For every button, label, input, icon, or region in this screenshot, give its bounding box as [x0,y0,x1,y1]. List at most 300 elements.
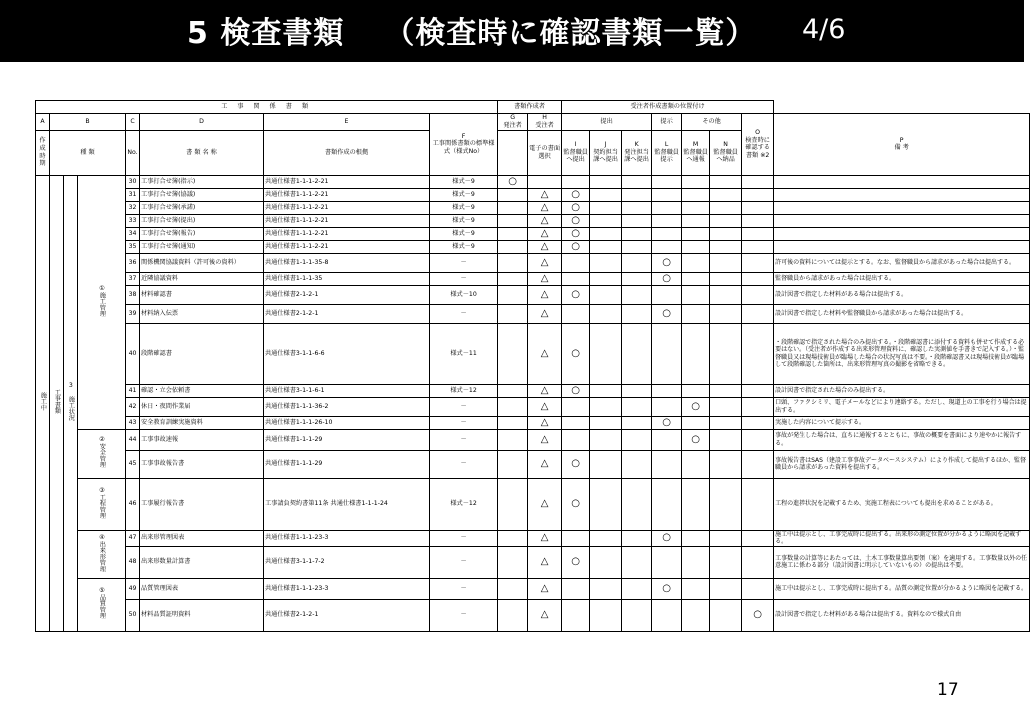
submit-contract-mark [590,599,622,631]
submit-order-mark [622,384,652,397]
col-letter-b: B [50,114,126,131]
standard-form: 様式－11 [430,323,498,384]
standard-form: － [430,429,498,450]
contractor-mark: △ [528,201,562,214]
col-letter-d: D [140,114,264,131]
standard-form: 様式－10 [430,285,498,304]
remark: 設計図書で指定した材料がある場合は提出する。 [774,285,1030,304]
submit-supervisor-mark [562,175,590,188]
deliver-mark [710,599,742,631]
submit-order-mark [622,175,652,188]
present-mark [652,546,682,578]
present-mark: ○ [652,530,682,546]
row-no: 37 [126,272,140,285]
category-label: 工事書類 [53,389,61,415]
orderer-mark [498,214,528,227]
phase-label: 施工中 [39,392,47,411]
notify-mark [682,530,710,546]
present-mark [652,599,682,631]
document-basis: 共通仕様書2-1-2-1 [264,304,430,323]
col-d-label: 書 類 名 称 [140,130,264,175]
present-mark: ○ [652,304,682,323]
row-no: 48 [126,546,140,578]
submit-order-mark [622,599,652,631]
inspection-mark [742,429,774,450]
standard-form: － [430,578,498,599]
table-row [36,214,1030,227]
submit-order-mark [622,227,652,240]
submit-contract-mark [590,429,622,450]
deliver-mark [710,272,742,285]
document-name: 段階確認書 [140,323,264,384]
standard-form: 様式－9 [430,175,498,188]
inspection-mark [742,578,774,599]
page-header [0,0,1024,62]
contractor-mark: △ [528,272,562,285]
standard-form: 様式－9 [430,214,498,227]
remark: 工事数量の計算等にあたっては、土木工事数量算出要領（案）を適用する。工事数量以外の任意施工に係わる部分（設計図書に明示していないもの）の提出は不要。 [774,546,1030,578]
document-basis: 共通仕様書1-1-1-2-21 [264,240,430,253]
remark [774,227,1030,240]
page-title: 5 検査書類 （検査時に確認書類一覧） [187,16,757,51]
table-row [36,397,1030,416]
col-letter-c: C [126,114,140,131]
submit-order-mark [622,272,652,285]
row-no: 33 [126,214,140,227]
submit-header: 提出 [562,114,652,131]
notify-mark [682,175,710,188]
standard-form: 様式－12 [430,384,498,397]
contractor-mark: △ [528,450,562,478]
standard-form: 様式－9 [430,201,498,214]
document-basis: 共通仕様書1-1-1-23-3 [264,578,430,599]
submit-contract-mark [590,546,622,578]
row-no: 47 [126,530,140,546]
inspection-mark [742,546,774,578]
document-basis: 共通仕様書1-1-1-29 [264,450,430,478]
orderer-mark [498,227,528,240]
document-name: 材料確認書 [140,285,264,304]
submit-order-mark [622,478,652,530]
submit-supervisor-mark: ○ [562,227,590,240]
submit-contract-mark [590,227,622,240]
col-f-header: F 工事関係書類の標準様式（様式No） [430,114,498,176]
table-row [36,450,1030,478]
document-basis: 共通仕様書1-1-1-2-21 [264,175,430,188]
management-group-label: ①施工管理 [98,284,106,317]
table-row [36,478,1030,530]
row-no: 39 [126,304,140,323]
orderer-mark [498,416,528,429]
orderer-mark [498,384,528,397]
deliver-mark [710,546,742,578]
inspection-mark [742,450,774,478]
col-e-label: 書類作成の根拠 [264,130,430,175]
management-group-cell [78,530,126,578]
col-g-label [498,130,528,175]
submit-order-mark [622,285,652,304]
orderer-mark [498,323,528,384]
row-no: 34 [126,227,140,240]
submit-order-mark [622,450,652,478]
standard-form: 様式－9 [430,227,498,240]
phase-cell [36,175,50,631]
table-row [36,272,1030,285]
submit-contract-mark [590,384,622,397]
notify-mark: ○ [682,397,710,416]
document-name: 工事打合せ簿(協議) [140,188,264,201]
document-name: 関係機関協議資料（許可後の資料） [140,253,264,272]
remark [774,201,1030,214]
present-mark [652,214,682,227]
contractor-mark: △ [528,478,562,530]
row-no: 30 [126,175,140,188]
row-no: 38 [126,285,140,304]
submit-supervisor-mark [562,397,590,416]
deliver-mark [710,304,742,323]
orderer-mark [498,478,528,530]
submit-order-mark [622,188,652,201]
submit-contract-mark [590,450,622,478]
col-l-label: L 監督職員提示 [652,130,682,175]
col-i-label: I 監督職員へ提出 [562,130,590,175]
management-group-label: ④出来形管理 [98,533,106,572]
present-mark [652,227,682,240]
deliver-mark [710,416,742,429]
submit-contract-mark [590,175,622,188]
notify-mark [682,323,710,384]
submit-contract-mark [590,214,622,227]
document-name: 休日・夜間作業届 [140,397,264,416]
submit-supervisor-mark: ○ [562,285,590,304]
inspection-mark [742,201,774,214]
contractor-mark: △ [528,240,562,253]
present-mark [652,397,682,416]
col-a-label: 作成時期 [36,130,50,175]
col-k-label: K 発注担当課へ提出 [622,130,652,175]
orderer-mark [498,201,528,214]
standard-form: － [430,304,498,323]
row-no: 35 [126,240,140,253]
orderer-mark [498,546,528,578]
contractor-mark: △ [528,429,562,450]
deliver-mark [710,397,742,416]
notify-mark [682,201,710,214]
notify-mark [682,450,710,478]
standard-form: － [430,397,498,416]
document-name: 工事履行報告書 [140,478,264,530]
submit-supervisor-mark [562,272,590,285]
document-name: 工事打合せ簿(承諾) [140,201,264,214]
row-no: 41 [126,384,140,397]
remark: 監督職員から請求があった場合は提出する。 [774,272,1030,285]
management-group-cell [78,478,126,530]
submit-supervisor-mark: ○ [562,478,590,530]
standard-form: － [430,450,498,478]
page-indicator: 4/6 [802,14,846,45]
contractor-mark: △ [528,214,562,227]
submit-supervisor-mark [562,599,590,631]
orderer-mark [498,304,528,323]
deliver-mark [710,578,742,599]
table-row [36,530,1030,546]
document-name: 安全教育訓練実施資料 [140,416,264,429]
row-no: 46 [126,478,140,530]
table-row [36,384,1030,397]
document-basis: 共通仕様書1-1-1-36-2 [264,397,430,416]
col-n-label: N 監督職員へ納品 [710,130,742,175]
orderer-mark [498,530,528,546]
submit-contract-mark [590,530,622,546]
present-mark: ○ [652,272,682,285]
document-name: 材料品質証明資料 [140,599,264,631]
orderer-mark [498,578,528,599]
standard-form: － [430,546,498,578]
notify-mark [682,285,710,304]
table-row [36,201,1030,214]
submit-supervisor-mark: ○ [562,214,590,227]
submit-contract-mark [590,478,622,530]
document-name: 出来形管理図表 [140,530,264,546]
document-name: 工事事故報告書 [140,450,264,478]
deliver-mark [710,478,742,530]
submit-contract-mark [590,397,622,416]
row-no: 49 [126,578,140,599]
contractor-mark: △ [528,188,562,201]
submit-supervisor-mark: ○ [562,240,590,253]
table-row [36,285,1030,304]
notify-mark [682,304,710,323]
document-basis: 共通仕様書1-1-1-35-8 [264,253,430,272]
document-name: 近隣協議資料 [140,272,264,285]
remark: 事故報告書はSAS（建設工事事故データベースシステム）により作成して提出するほか、監督職員から請求があった資料を提出する。 [774,450,1030,478]
document-name: 材料納入伝票 [140,304,264,323]
deliver-mark [710,285,742,304]
submit-order-mark [622,214,652,227]
remark: 施工中は提示とし、工事完成時に提出する。品質の測定位置が分かるように略図を記載する。 [774,578,1030,599]
submit-supervisor-mark: ○ [562,450,590,478]
deliver-mark [710,429,742,450]
table-row [36,175,1030,188]
standard-form: － [430,272,498,285]
col-letter-e: E [264,114,430,131]
inspection-mark [742,304,774,323]
document-basis: 共通仕様書1-1-1-2-21 [264,201,430,214]
document-name: 工事打合せ簿(報告) [140,227,264,240]
remark: 設計図書で指定した材料や監督職員から請求があった場合は提出する。 [774,304,1030,323]
notify-mark [682,272,710,285]
document-basis: 共通仕様書2-1-2-1 [264,285,430,304]
contractor-mark: △ [528,304,562,323]
table-row [36,227,1030,240]
submit-supervisor-mark: ○ [562,384,590,397]
remark: 事故が発生した場合は、直ちに通報するとともに、事故の概要を書面により速やかに報告する。 [774,429,1030,450]
document-basis: 共通仕様書1-1-1-26-10 [264,416,430,429]
notify-mark [682,546,710,578]
standard-form: － [430,253,498,272]
notify-mark: ○ [682,429,710,450]
submit-order-mark [622,253,652,272]
row-no: 50 [126,599,140,631]
document-basis: 共通仕様書1-1-1-35 [264,272,430,285]
present-mark: ○ [652,253,682,272]
present-mark [652,384,682,397]
orderer-mark [498,397,528,416]
present-mark [652,285,682,304]
notify-mark [682,253,710,272]
document-name: 工事事故速報 [140,429,264,450]
orderer-mark [498,240,528,253]
subcategory-label: 3 施工状況 [67,382,75,422]
other-header: その他 [682,114,742,131]
col-o-header: O 検査時に確認する書類 ※2 [742,114,774,176]
col-b-label: 種 類 [50,130,126,175]
deliver-mark [710,323,742,384]
remark: 設計図書で指定された場合のみ提出する。 [774,384,1030,397]
notify-mark [682,599,710,631]
inspection-mark [742,227,774,240]
inspection-mark [742,272,774,285]
table-row [36,188,1030,201]
contractor-mark: △ [528,384,562,397]
submit-supervisor-mark [562,578,590,599]
inspection-mark [742,530,774,546]
present-mark [652,429,682,450]
col-c-label: No. [126,130,140,175]
document-basis: 共通仕様書3-1-1-7-2 [264,546,430,578]
table-row [36,599,1030,631]
submit-supervisor-mark [562,530,590,546]
page-number: 17 [937,680,959,700]
table-row [36,304,1030,323]
standard-form: － [430,530,498,546]
notify-mark [682,227,710,240]
document-basis: 共通仕様書1-1-1-2-21 [264,188,430,201]
deliver-mark [710,530,742,546]
document-basis: 共通仕様書1-1-1-29 [264,429,430,450]
contractor-mark [528,175,562,188]
inspection-mark [742,240,774,253]
submit-contract-mark [590,578,622,599]
col-p-header: P 備 考 [774,114,1030,176]
submit-supervisor-mark [562,429,590,450]
orderer-mark [498,188,528,201]
inspection-mark [742,214,774,227]
document-name: 出来形数量計算書 [140,546,264,578]
standard-form: 様式－12 [430,478,498,530]
inspection-mark [742,416,774,429]
remark: 実施した内容について提示する。 [774,416,1030,429]
standard-form: 様式－9 [430,188,498,201]
management-group-cell [78,175,126,429]
contractor-mark: △ [528,227,562,240]
submit-order-mark [622,530,652,546]
remark [774,214,1030,227]
submit-order-mark [622,416,652,429]
document-name: 品質管理図表 [140,578,264,599]
inspection-mark [742,188,774,201]
inspection-mark [742,478,774,530]
submit-supervisor-mark: ○ [562,188,590,201]
notify-mark [682,416,710,429]
document-name: 工事打合せ簿(提出) [140,214,264,227]
row-no: 31 [126,188,140,201]
orderer-mark [498,285,528,304]
present-mark [652,188,682,201]
deliver-mark [710,188,742,201]
deliver-mark [710,175,742,188]
deliver-mark [710,227,742,240]
management-group-cell [78,578,126,631]
inspection-mark [742,384,774,397]
row-no: 45 [126,450,140,478]
document-basis: 共通仕様書1-1-1-2-21 [264,227,430,240]
notify-mark [682,478,710,530]
col-g-header: G 発注者 [498,114,528,131]
remark: ・段階確認で指定された場合のみ提出する。・段階確認書に添付する資料も併せて作成する必要はない。（受注者が作成する出来形管理資料に、確認した実測値を手書きで記入する。）・監督職員又は現場技術員が臨場した場合の状況写真は不要。・段階確認書又は現場技術員が臨場して段階確認した箇所は、出来形管理写真の撮影を省略できる。 [774,323,1030,384]
notify-mark [682,214,710,227]
orderer-mark [498,272,528,285]
subcategory-cell [64,175,78,631]
present-mark [652,201,682,214]
row-no: 44 [126,429,140,450]
table-row [36,429,1030,450]
notify-mark [682,384,710,397]
inspection-mark [742,253,774,272]
document-table-area [35,100,1028,660]
present-mark [652,323,682,384]
management-group-cell [78,429,126,478]
remark: 施工中は提示とし、工事完成時に提出する。出来形の測定位置が分かるように略図を記載する。 [774,530,1030,546]
standard-form: 様式－9 [430,240,498,253]
management-group-label: ⑤品質管理 [98,587,106,620]
management-group-label: ③工程管理 [98,486,106,519]
document-name: 工事打合せ簿(指示) [140,175,264,188]
contractor-mark: △ [528,546,562,578]
present-mark [652,450,682,478]
present-mark: ○ [652,578,682,599]
document-basis: 工事請負契約書第11条 共通仕様書1-1-1-24 [264,478,430,530]
deliver-mark [710,240,742,253]
deliver-mark [710,450,742,478]
submit-order-mark [622,429,652,450]
submit-supervisor-mark: ○ [562,323,590,384]
table-row [36,416,1030,429]
notify-mark [682,188,710,201]
col-m-label: M 監督職員へ通報 [682,130,710,175]
document-name: 確認・立会依頼書 [140,384,264,397]
remark [774,188,1030,201]
management-group-label: ②安全管理 [98,436,106,469]
contractor-mark: △ [528,578,562,599]
contractor-mark: △ [528,416,562,429]
col-letter-a: A [36,114,50,131]
submit-order-mark [622,546,652,578]
col-j-label: J 契約担当課へ提出 [590,130,622,175]
position-header: 受注者作成書類の位置付け [562,101,774,114]
remark: 許可後の資料については提示とする。なお、監督職員から請求があった場合は提出する。 [774,253,1030,272]
remark: 口頭、ファクシミリ、電子メールなどにより連絡する。ただし、現道上の工事を行う場合は提出する。 [774,397,1030,416]
submit-supervisor-mark [562,253,590,272]
submit-supervisor-mark [562,304,590,323]
standard-form: － [430,599,498,631]
submit-order-mark [622,304,652,323]
present-mark [652,175,682,188]
submit-contract-mark [590,188,622,201]
row-no: 32 [126,201,140,214]
deliver-mark [710,214,742,227]
submit-contract-mark [590,416,622,429]
